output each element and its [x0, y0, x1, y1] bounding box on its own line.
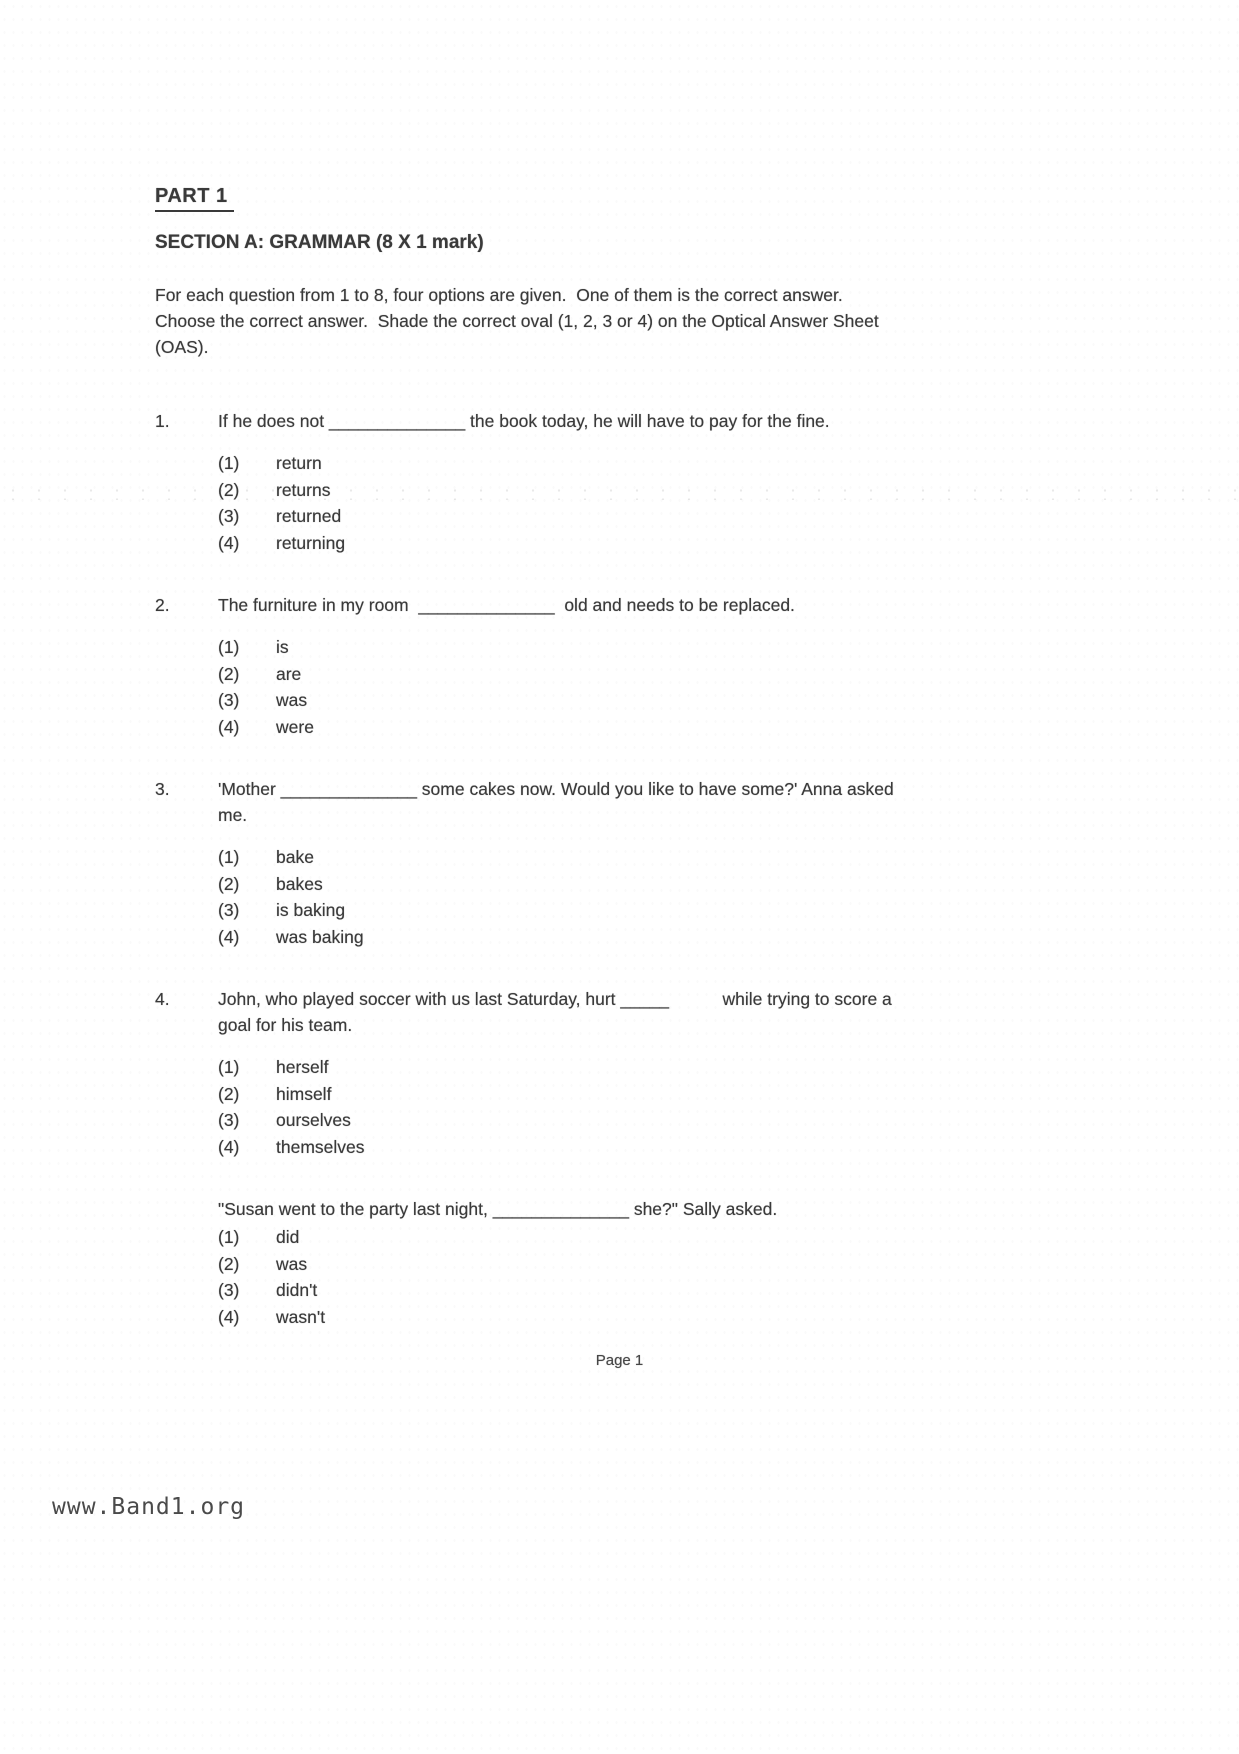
section-title: SECTION A: GRAMMAR (8 X 1 mark)	[155, 232, 484, 253]
questions-list	[155, 408, 1069, 1330]
option-number: (2)	[218, 663, 240, 684]
option-label: is baking	[276, 900, 346, 920]
option-label: were	[276, 716, 314, 737]
question-number: 2.	[155, 595, 170, 615]
options-list	[218, 1224, 1069, 1330]
option-number: (2)	[218, 1253, 240, 1274]
option-row	[218, 1251, 1069, 1278]
option-number: (1)	[218, 847, 240, 867]
option-label: wasn't	[276, 1306, 326, 1327]
option-label: return	[276, 453, 322, 473]
option-row	[218, 661, 1069, 688]
option-row	[218, 844, 1069, 871]
option-row	[218, 1054, 1069, 1081]
option-number: (4)	[218, 532, 240, 553]
option-row	[218, 1304, 1069, 1331]
option-label: himself	[276, 1083, 332, 1104]
option-number: (3)	[218, 690, 240, 710]
option-row	[218, 450, 1069, 477]
option-number: (4)	[218, 716, 240, 737]
option-label: herself	[276, 1057, 329, 1077]
option-number: (2)	[218, 873, 240, 894]
question-block	[155, 986, 1069, 1160]
option-row	[218, 871, 1069, 898]
option-label: are	[276, 663, 302, 684]
question-text: The furniture in my room ______________ old and needs to be replaced.	[218, 595, 795, 615]
option-row	[218, 634, 1069, 661]
option-row	[218, 1134, 1069, 1161]
question-row	[155, 592, 1069, 618]
question-row	[155, 408, 1069, 434]
option-number: (4)	[218, 926, 240, 947]
question-text: John, who played soccer with us last Saturday, hurt _____ while trying to score a goal for his team.	[218, 989, 897, 1035]
option-number: (1)	[218, 1057, 240, 1077]
option-number: (2)	[218, 1083, 240, 1104]
question-row	[155, 1196, 1069, 1222]
option-row	[218, 503, 1069, 530]
question-row	[155, 986, 1069, 1038]
option-label: bakes	[276, 873, 323, 894]
option-label: bake	[276, 847, 314, 867]
question-number: 4.	[155, 989, 170, 1009]
option-number: (1)	[218, 453, 240, 473]
site-watermark: www.Band1.org	[52, 1494, 246, 1520]
question-number: 1.	[155, 411, 170, 431]
option-label: was baking	[276, 926, 364, 947]
option-label: is	[276, 637, 289, 657]
option-label: returning	[276, 532, 346, 553]
option-row	[218, 897, 1069, 924]
question-number: 3.	[155, 779, 170, 799]
options-list	[218, 634, 1069, 740]
option-row	[218, 714, 1069, 741]
options-list	[218, 844, 1069, 950]
option-label: was	[276, 1253, 308, 1274]
option-label: was	[276, 690, 308, 710]
options-list	[218, 1054, 1069, 1160]
question-block	[155, 592, 1069, 740]
option-row	[218, 530, 1069, 557]
option-row	[218, 924, 1069, 951]
question-block	[155, 408, 1069, 556]
page-number: Page 1	[595, 1352, 644, 1369]
option-number: (2)	[218, 479, 240, 500]
question-block	[155, 776, 1069, 950]
option-row	[218, 1107, 1069, 1134]
instructions: For each question from 1 to 8, four options are given. One of them is the correct answer. Choose the correct answer. Shade the correct oval (1, 2, 3 or 4) on the Optical Answer Sheet (OAS).	[155, 285, 884, 357]
option-row	[218, 1277, 1069, 1304]
option-row	[218, 477, 1069, 504]
part-title: PART 1	[155, 185, 234, 212]
option-row	[218, 1224, 1069, 1251]
question-text: "Susan went to the party last night, ______________ she?" Sally asked.	[218, 1199, 778, 1219]
option-label: didn't	[276, 1280, 318, 1300]
option-number: (3)	[218, 506, 240, 526]
question-text: If he does not ______________ the book today, he will have to pay for the fine.	[218, 411, 830, 431]
option-number: (1)	[218, 637, 240, 657]
option-number: (4)	[218, 1136, 240, 1157]
option-number: (1)	[218, 1227, 240, 1247]
option-row	[218, 687, 1069, 714]
question-row	[155, 776, 1069, 828]
options-list	[218, 450, 1069, 556]
option-number: (3)	[218, 1110, 240, 1130]
option-label: did	[276, 1227, 300, 1247]
option-label: themselves	[276, 1136, 365, 1157]
option-label: returned	[276, 506, 342, 526]
option-row	[218, 1081, 1069, 1108]
option-label: returns	[276, 479, 331, 500]
option-number: (3)	[218, 1280, 240, 1300]
option-number: (4)	[218, 1306, 240, 1327]
question-text: 'Mother ______________ some cakes now. Would you like to have some?' Anna asked me.	[218, 779, 899, 825]
option-number: (3)	[218, 900, 240, 920]
question-block	[155, 1196, 1069, 1330]
option-label: ourselves	[276, 1110, 351, 1130]
